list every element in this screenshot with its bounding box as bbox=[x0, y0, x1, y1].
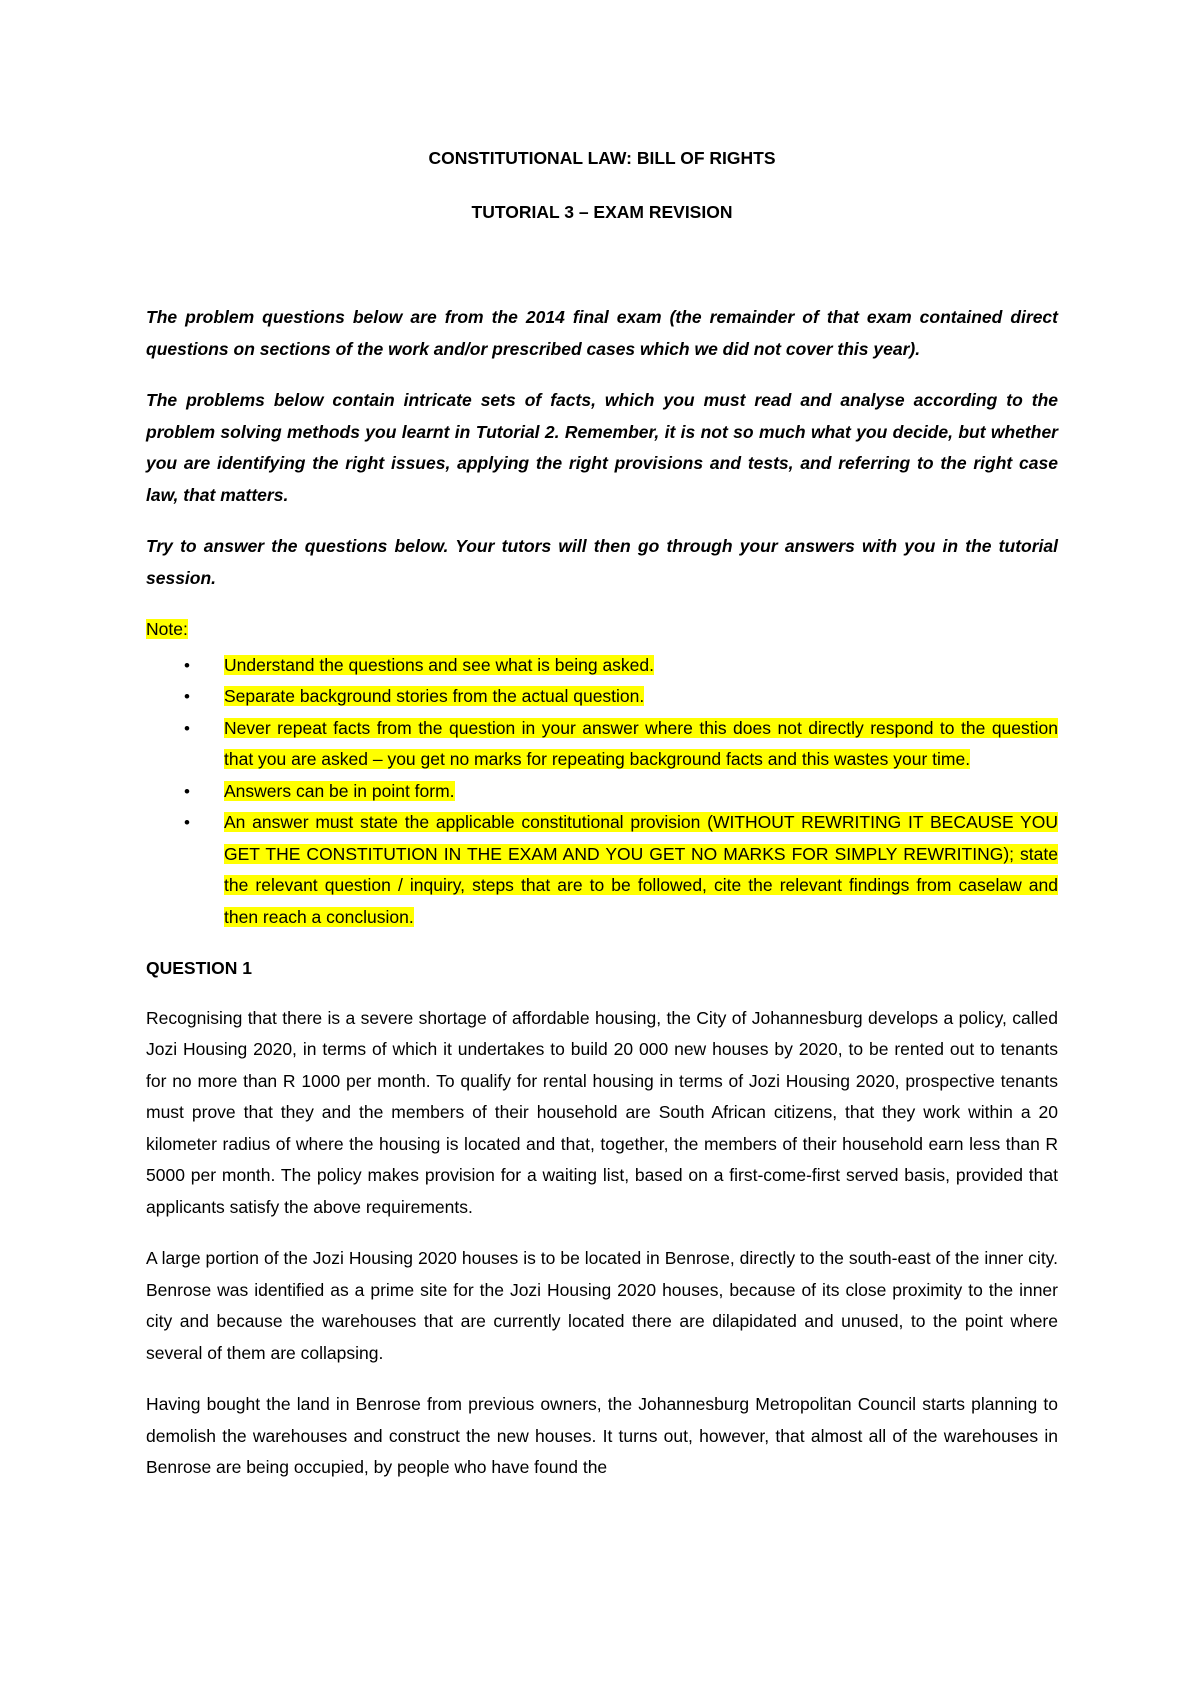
question-paragraph-2: A large portion of the Jozi Housing 2020 houses is to be located in Benrose, directly to the south-east of the inner city. Benrose was identified as a prime site for the Jozi Housing 2020 houses, because of its close proximity to the inner city and because the warehouses that are currently located there are dilapidated and unused, to the point where several of them are collapsing. bbox=[146, 1248, 1058, 1363]
note-item bbox=[146, 713, 1058, 776]
bullet-icon: • bbox=[184, 655, 190, 675]
intro-paragraph-2: The problems below contain intricate sets of facts, which you must read and analyse according to the problem solving methods you learnt in Tutorial 2. Remember, it is not so much what you decide, but whether you are identifying the right issues, applying the right provisions and tests, and referring to the right case law, that matters. bbox=[146, 390, 1058, 505]
note-item bbox=[146, 681, 1058, 713]
note-item bbox=[146, 650, 1058, 682]
note-text: Never repeat facts from the question in your answer where this does not directly respond to the question that you are asked – you get no marks for repeating background facts and this wastes your time. bbox=[224, 717, 1058, 769]
bullet-icon: • bbox=[184, 781, 190, 801]
document-body bbox=[146, 302, 1058, 1504]
note-text: Separate background stories from the actual question. bbox=[224, 686, 645, 706]
question-heading: QUESTION 1 bbox=[146, 958, 252, 978]
note-text: An answer must state the applicable constitutional provision (WITHOUT REWRITING IT BECAUSE YOU GET THE CONSTITUTION IN THE EXAM AND YOU GET NO MARKS FOR SIMPLY REWRITING); state the relevant question / inquiry, steps that are to be followed, cite the relevant findings from caselaw and then reach a conclusion. bbox=[224, 812, 1058, 927]
intro-paragraph-3: Try to answer the questions below. Your tutors will then go through your answers with you in the tutorial session. bbox=[146, 536, 1058, 588]
note-label-text: Note: bbox=[146, 619, 188, 639]
question-paragraph-1: Recognising that there is a severe shortage of affordable housing, the City of Johannesburg develops a policy, called Jozi Housing 2020, in terms of which it undertakes to build 20 000 new houses by 2020, to be rented out to tenants for no more than R 1000 per month. To qualify for rental housing in terms of Jozi Housing 2020, prospective tenants must prove that they and the members of their household are South African citizens, that they work within a 20 kilometer radius of where the housing is located and that, together, the members of their household earn less than R 5000 per month. The policy makes provision for a waiting list, based on a first-come-first served basis, provided that applicants satisfy the above requirements. bbox=[146, 1007, 1058, 1217]
intro-paragraph-1: The problem questions below are from the 2014 final exam (the remainder of that exam contained direct questions on sections of the work and/or prescribed cases which we did not cover this year). bbox=[146, 307, 1058, 359]
bullet-icon: • bbox=[184, 718, 190, 738]
notes-list bbox=[146, 650, 1058, 934]
document-page bbox=[146, 0, 1058, 1698]
note-item bbox=[146, 776, 1058, 808]
note-label bbox=[146, 614, 1058, 646]
note-text: Understand the questions and see what is being asked. bbox=[224, 654, 655, 675]
bullet-icon: • bbox=[184, 687, 190, 706]
note-item bbox=[146, 807, 1058, 933]
document-subtitle: TUTORIAL 3 – EXAM REVISION bbox=[471, 202, 733, 222]
document-title: CONSTITUTIONAL LAW: BILL OF RIGHTS bbox=[428, 148, 776, 168]
note-text: Answers can be in point form. bbox=[224, 780, 455, 801]
question-paragraph-3: Having bought the land in Benrose from previous owners, the Johannesburg Metropolitan Council starts planning to demolish the warehouses and construct the new houses. It turns out, however, that almost all of the warehouses in Benrose are being occupied, by people who have found the bbox=[146, 1394, 1058, 1477]
bullet-icon: • bbox=[184, 813, 190, 832]
